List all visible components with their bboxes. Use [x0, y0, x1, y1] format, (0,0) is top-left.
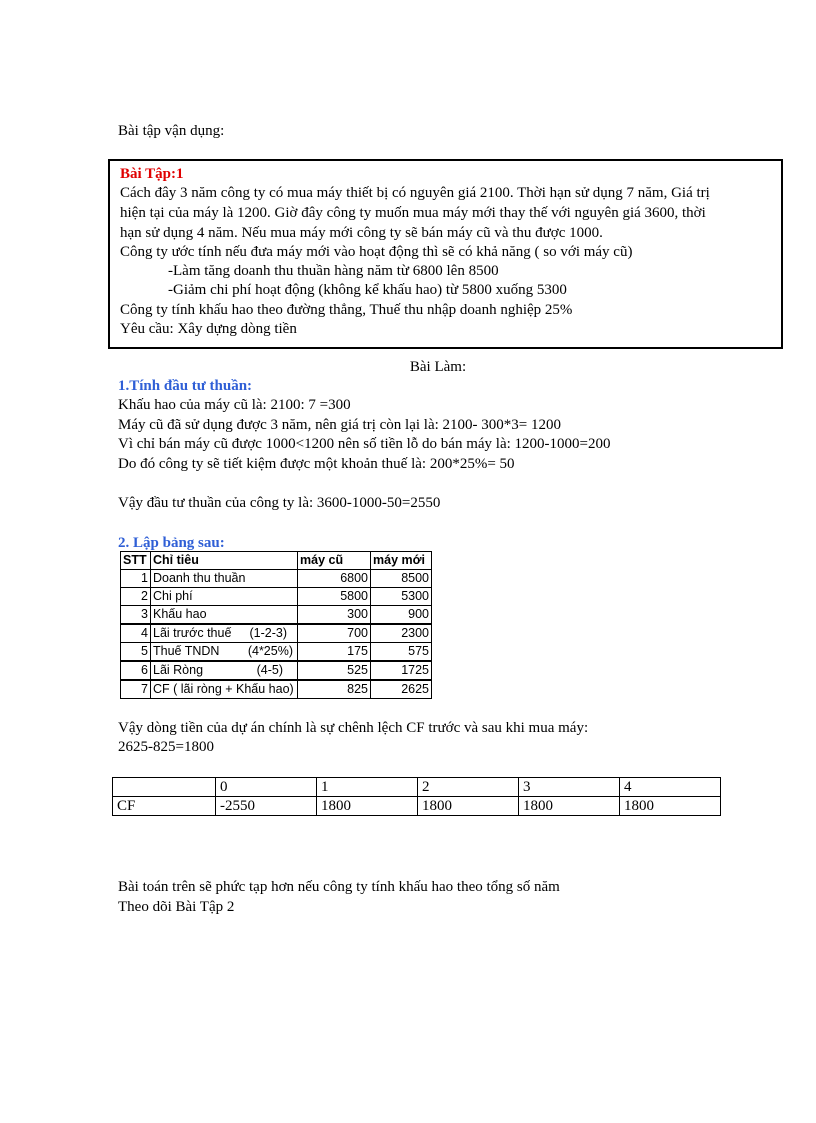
section1-line: Khấu hao của máy cũ là: 2100: 7 =300 [118, 397, 351, 413]
row-stt: 7 [121, 680, 151, 699]
row-label-text: Khấu hao [153, 607, 207, 621]
section2-text: Vậy dòng tiền của dự án chính là sự chênh lệch CF trước và sau khi mua máy: [118, 720, 589, 736]
exercise-line: -Giảm chi phí hoạt động (không kể khấu hao) từ 5800 xuống 5300 [168, 282, 567, 298]
cash-flow-table [112, 777, 721, 816]
table-row [121, 624, 432, 643]
exercise-box [108, 159, 783, 349]
row-label-text: Thuế TNDN [153, 644, 220, 658]
cf-empty-cell [113, 778, 216, 797]
row-new: 8500 [371, 570, 432, 588]
table-header-row [121, 552, 432, 570]
footer-line: Bài toán trên sẽ phức tạp hơn nếu công ty tính khấu hao theo tổng số năm [118, 879, 560, 895]
row-new: 2300 [371, 624, 432, 643]
row-new: 5300 [371, 588, 432, 606]
comparison-table [120, 551, 432, 699]
row-stt: 4 [121, 624, 151, 643]
exercise-line: Công ty tính khấu hao theo đường thẳng, Thuế thu nhập doanh nghiệp 25% [120, 302, 573, 318]
row-label [151, 661, 298, 680]
table-row [121, 643, 432, 662]
section1-conclusion: Vậy đầu tư thuần của công ty là: 3600-1000-50=2550 [118, 495, 441, 511]
section1-heading: 1.Tính đầu tư thuần: [118, 378, 253, 394]
row-old: 300 [298, 606, 371, 625]
cf-value: 1800 [519, 797, 620, 816]
cf-label: CF [113, 797, 216, 816]
intro-text: Bài tập vận dụng: [118, 123, 225, 139]
row-stt: 3 [121, 606, 151, 625]
row-old: 6800 [298, 570, 371, 588]
header-stt: STT [121, 552, 151, 570]
row-new: 2625 [371, 680, 432, 699]
cf-value: -2550 [216, 797, 317, 816]
table-row [121, 661, 432, 680]
row-stt: 6 [121, 661, 151, 680]
cf-year: 4 [620, 778, 721, 797]
row-label [151, 588, 298, 606]
header-old-machine: máy cũ [298, 552, 371, 570]
footer-line: Theo dõi Bài Tập 2 [118, 899, 235, 915]
header-new-machine: máy mới [371, 552, 432, 570]
cf-year: 1 [317, 778, 418, 797]
exercise-line: hạn sử dụng 4 năm. Nếu mua máy mới công ty sẽ bán máy cũ và thu được 1000. [120, 225, 603, 241]
section1-line: Vì chỉ bán máy cũ được 1000<1200 nên số tiền lỗ do bán máy là: 1200-1000=200 [118, 436, 611, 452]
cf-value-row [113, 797, 721, 816]
row-label [151, 680, 298, 699]
row-stt: 2 [121, 588, 151, 606]
row-note: (4*25%) [247, 644, 293, 658]
table-row [121, 680, 432, 699]
row-label [151, 624, 298, 643]
solution-heading: Bài Làm: [409, 359, 467, 375]
table-row [121, 606, 432, 625]
cf-value: 1800 [317, 797, 418, 816]
row-stt: 1 [121, 570, 151, 588]
row-old: 5800 [298, 588, 371, 606]
cf-year: 3 [519, 778, 620, 797]
cf-year: 0 [216, 778, 317, 797]
cf-header-row [113, 778, 721, 797]
row-old: 825 [298, 680, 371, 699]
table-row [121, 588, 432, 606]
table-row [121, 570, 432, 588]
row-label-text: Doanh thu thuần [153, 571, 246, 585]
row-new: 575 [371, 643, 432, 662]
row-stt: 5 [121, 643, 151, 662]
section2-heading: 2. Lập bảng sau: [118, 535, 225, 551]
section1-line: Máy cũ đã sử dụng được 3 năm, nên giá trị còn lại là: 2100- 300*3= 1200 [118, 417, 561, 433]
exercise-title: Bài Tập:1 [120, 166, 184, 182]
row-label [151, 643, 298, 662]
row-new: 1725 [371, 661, 432, 680]
row-label-text: CF ( lãi ròng + Khấu hao) [153, 682, 294, 696]
exercise-line: Yêu cầu: Xây dựng dòng tiền [120, 321, 297, 337]
row-label [151, 570, 298, 588]
section1-line: Do đó công ty sẽ tiết kiệm được một khoản thuế là: 200*25%= 50 [118, 456, 515, 472]
cf-value: 1800 [418, 797, 519, 816]
exercise-line: -Làm tăng doanh thu thuần hàng năm từ 6800 lên 8500 [168, 263, 499, 279]
row-old: 700 [298, 624, 371, 643]
header-criteria: Chỉ tiêu [151, 552, 298, 570]
row-label-text: Chi phí [153, 589, 193, 603]
row-note: (4-5) [256, 663, 283, 677]
row-label [151, 606, 298, 625]
row-note: (1-2-3) [249, 626, 287, 640]
exercise-line: Cách đây 3 năm công ty có mua máy thiết bị có nguyên giá 2100. Thời hạn sử dụng 7 năm, Giá trị [120, 185, 710, 201]
cf-value: 1800 [620, 797, 721, 816]
row-new: 900 [371, 606, 432, 625]
row-old: 175 [298, 643, 371, 662]
row-old: 525 [298, 661, 371, 680]
row-label-text: Lãi trước thuế [153, 626, 232, 640]
exercise-line: hiện tại của máy là 1200. Giờ đây công ty muốn mua máy mới thay thế với nguyên giá 3600, thời [120, 205, 706, 221]
section2-result: 2625-825=1800 [118, 739, 214, 755]
exercise-line: Công ty ước tính nếu đưa máy mới vào hoạt động thì sẽ có khả năng ( so với máy cũ) [120, 244, 633, 260]
row-label-text: Lãi Ròng [153, 663, 204, 677]
cf-year: 2 [418, 778, 519, 797]
